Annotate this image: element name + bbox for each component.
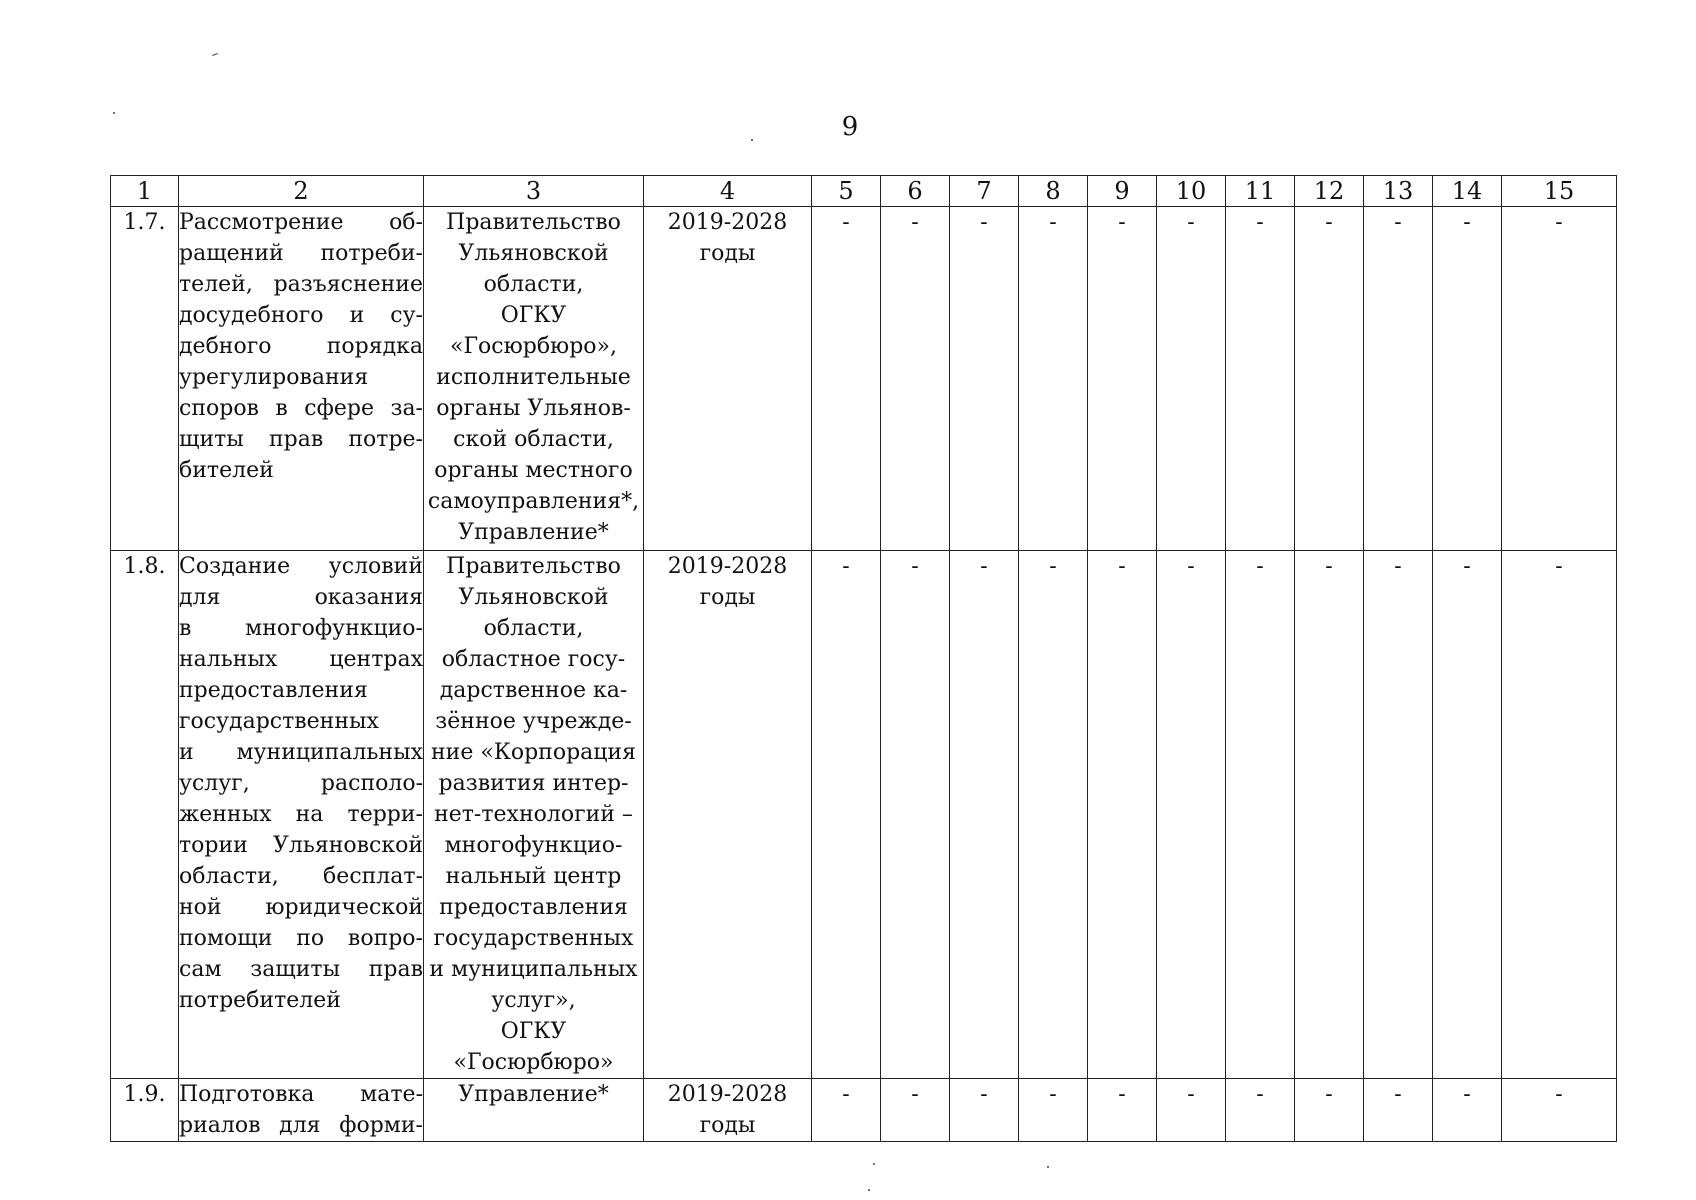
table-row	[111, 1079, 1617, 1142]
value-cell: -	[1433, 1079, 1502, 1142]
measure-name	[179, 1079, 424, 1142]
value-cell: -	[1364, 1079, 1433, 1142]
term	[644, 1079, 812, 1142]
measure-name-line: ращений потреби-	[179, 241, 423, 266]
scan-speck	[868, 1189, 870, 1191]
executor-line: Ульяновской	[458, 585, 609, 610]
value-cell: -	[1364, 207, 1433, 551]
page-number: 9	[841, 112, 859, 142]
row-number: 1.8.	[111, 551, 179, 1079]
executor-line: ской области,	[453, 427, 614, 452]
executor-line: ОГКУ	[500, 303, 567, 328]
header-cell: 3	[424, 176, 644, 207]
value-cell: -	[1502, 551, 1617, 1079]
measure-name-line: помощи по вопро-	[179, 926, 423, 951]
value-cell: -	[1433, 551, 1502, 1079]
executor-line: развития интер-	[438, 771, 629, 796]
executor-line: органы Ульянов-	[436, 396, 631, 421]
measure-name-line: женных на терри-	[179, 802, 423, 827]
executor-line: Управление*	[458, 520, 609, 545]
executor-line: дарственное ка-	[439, 678, 628, 703]
measure-name-line: в многофункцио-	[179, 616, 423, 641]
executor-line: областное госу-	[441, 647, 626, 672]
value-cell: -	[881, 1079, 950, 1142]
measure-name-line: ной юридической	[179, 895, 423, 920]
measure-name-line: потребителей	[179, 988, 341, 1013]
executor-line: Правительство	[446, 554, 621, 579]
value-cell: -	[1226, 1079, 1295, 1142]
measure-name-line: тории Ульяновской	[179, 833, 423, 858]
term	[644, 551, 812, 1079]
executor-line: нет-технологий –	[434, 802, 633, 827]
scan-speck	[873, 1163, 875, 1165]
value-cell: -	[1226, 207, 1295, 551]
table-row	[111, 207, 1617, 551]
value-cell: -	[1019, 207, 1088, 551]
executor-line: услуг»,	[491, 988, 576, 1013]
executor-line: «Госюрбюро»,	[449, 334, 617, 359]
header-cell: 15	[1502, 176, 1617, 207]
executor-line: предоставления	[439, 895, 628, 920]
value-cell: -	[812, 1079, 881, 1142]
header-cell: 10	[1157, 176, 1226, 207]
executor-line: Ульяновской	[458, 241, 609, 266]
scan-speck	[1047, 1166, 1049, 1168]
header-row	[111, 176, 1617, 207]
header-cell: 5	[812, 176, 881, 207]
measure-name-line: телей, разъяснение	[179, 272, 423, 297]
measure-name-line: и муниципальных	[179, 740, 423, 765]
value-cell: -	[1088, 1079, 1157, 1142]
measure-name-line: для оказания	[179, 585, 423, 610]
executor-line: государственных	[433, 926, 634, 951]
measure-name-line: Создание условий	[179, 554, 423, 579]
header-cell: 4	[644, 176, 812, 207]
header-cell: 9	[1088, 176, 1157, 207]
header-cell: 14	[1433, 176, 1502, 207]
measure-name-line: дебного порядка	[179, 334, 423, 359]
header-cell: 11	[1226, 176, 1295, 207]
value-cell: -	[950, 1079, 1019, 1142]
measure-name-line: бителей	[179, 458, 274, 483]
executor-line: нальный центр	[445, 864, 622, 889]
value-cell: -	[1502, 1079, 1617, 1142]
term-line: 2019-2028	[667, 210, 788, 235]
row-number: 1.9.	[111, 1079, 179, 1142]
term-line: годы	[699, 1113, 756, 1138]
executor	[424, 551, 644, 1079]
measure-name	[179, 551, 424, 1079]
value-cell: -	[1088, 551, 1157, 1079]
table-body	[111, 176, 1617, 1142]
header-cell: 6	[881, 176, 950, 207]
value-cell: -	[1088, 207, 1157, 551]
header-cell: 8	[1019, 176, 1088, 207]
value-cell: -	[1019, 1079, 1088, 1142]
table-row	[111, 551, 1617, 1079]
value-cell: -	[1433, 207, 1502, 551]
value-cell: -	[812, 551, 881, 1079]
executor-line: ние «Корпорация	[431, 740, 636, 765]
term-line: годы	[699, 585, 756, 610]
value-cell: -	[1295, 1079, 1364, 1142]
scan-speck	[751, 139, 753, 141]
measure-name-line: Подготовка мате-	[179, 1082, 423, 1107]
value-cell: -	[1226, 551, 1295, 1079]
header-cell: 13	[1364, 176, 1433, 207]
header-cell: 2	[179, 176, 424, 207]
measure-name-line: Рассмотрение об-	[179, 210, 423, 235]
executor-line: ОГКУ	[500, 1019, 567, 1044]
value-cell: -	[1364, 551, 1433, 1079]
value-cell: -	[1157, 1079, 1226, 1142]
value-cell: -	[881, 207, 950, 551]
measure-name-line: нальных центрах	[179, 647, 423, 672]
term	[644, 207, 812, 551]
measures-table	[110, 175, 1617, 1142]
measure-name	[179, 207, 424, 551]
term-line: 2019-2028	[667, 554, 788, 579]
executor	[424, 1079, 644, 1142]
value-cell: -	[950, 207, 1019, 551]
value-cell: -	[1502, 207, 1617, 551]
measure-name-line: споров в сфере за-	[179, 396, 423, 421]
value-cell: -	[1295, 207, 1364, 551]
value-cell: -	[881, 551, 950, 1079]
measure-name-line: сам защиты прав	[179, 957, 423, 982]
executor-line: области,	[483, 616, 584, 641]
executor-line: области,	[483, 272, 584, 297]
measure-name-line: услуг, располо-	[179, 771, 423, 796]
executor	[424, 207, 644, 551]
measure-name-line: государственных	[179, 709, 379, 734]
measure-name-line: области, бесплат-	[179, 864, 423, 889]
scan-speck	[212, 53, 218, 56]
header-cell: 7	[950, 176, 1019, 207]
executor-line: зённое учрежде-	[435, 709, 632, 734]
measure-name-line: щиты прав потре-	[179, 427, 423, 452]
executor-line: и муниципальных	[429, 957, 638, 982]
executor-line: многофункцио-	[444, 833, 623, 858]
header-cell: 1	[111, 176, 179, 207]
executor-line: Управление*	[458, 1082, 609, 1107]
executor-line: Правительство	[446, 210, 621, 235]
executor-line: исполнительные	[436, 365, 631, 390]
measure-name-line: досудебного и су-	[179, 303, 423, 328]
term-line: годы	[699, 241, 756, 266]
executor-line: органы местного	[434, 458, 633, 483]
value-cell: -	[1295, 551, 1364, 1079]
scan-speck	[113, 112, 115, 114]
value-cell: -	[1019, 551, 1088, 1079]
measure-name-line: риалов для форми-	[179, 1113, 423, 1138]
value-cell: -	[1157, 207, 1226, 551]
value-cell: -	[812, 207, 881, 551]
measure-name-line: урегулирования	[179, 365, 369, 390]
row-number: 1.7.	[111, 207, 179, 551]
executor-line: «Госюрбюро»	[453, 1050, 614, 1075]
header-cell: 12	[1295, 176, 1364, 207]
term-line: 2019-2028	[667, 1082, 788, 1107]
value-cell: -	[950, 551, 1019, 1079]
value-cell: -	[1157, 551, 1226, 1079]
measure-name-line: предоставления	[179, 678, 368, 703]
executor-line: самоуправления*,	[427, 489, 640, 514]
